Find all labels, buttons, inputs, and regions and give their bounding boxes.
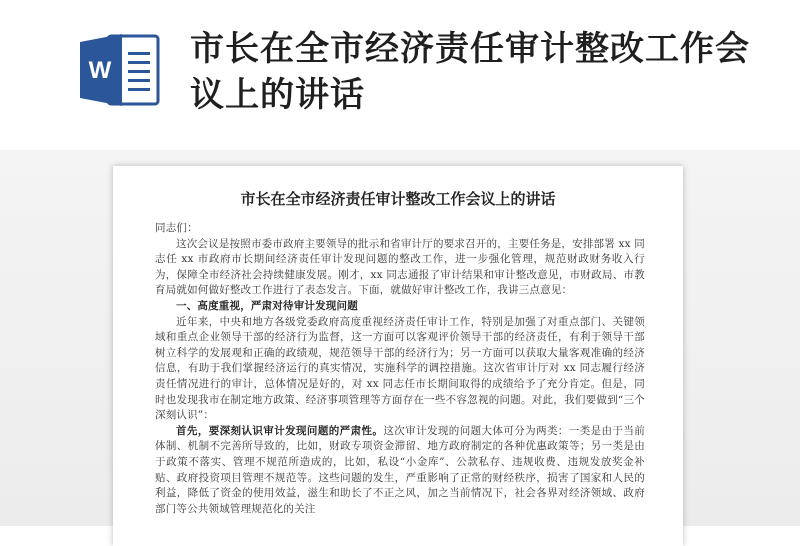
word-icon-letter: W <box>88 57 112 84</box>
document-page <box>113 166 683 546</box>
word-document-icon <box>78 30 164 110</box>
document-body <box>155 221 645 517</box>
header <box>0 0 800 150</box>
section-heading-1: 一、高度重视，严肃对待审计发现问题 <box>176 299 358 312</box>
first-point-text: 这次审计发现的问题大体可分为两类：一类是由于当前体制、机制不完善所导致的，比如，财政专项资金滞留、地方政府制定的各种优惠政策等；另一类是由于政策不落实、管理不规范所造成的，比如，私设“小金库”、公款私存、违规收费、违规发放奖金补贴、政府投资项目管理不规范等。这些问题的发生，严重影响了正常的财经秩序，损害了国家和人民的利益，降低了资金的使用效益，滋生和助长了不正之风，加之当前情况下，社会各界对经济领域、政府部门等公共领域管理规范化的关注 <box>155 424 645 515</box>
page-title: 市长在全市经济责任审计整改工作会议上的讲话 <box>190 29 750 115</box>
paragraph-first-point <box>155 424 645 518</box>
paragraph-background: 近年来，中央和地方各级党委政府高度重视经济责任审计工作，特别是加强了对重点部门、关键领域和重点企业领导干部的经济行为监督，这一方面可以客观评价领导干部的经济责任，有利于领导干部树立科学的发展观和正确的政绩观，规范领导干部的经济行为；另一方面可以获取大量客观准确的经济信息，有助于我们掌握经济运行的真实情况，实施科学的调控措施。这次省审计厅对 xx 同志履行经济责任情况进行的审计，总体情况是好的，对 xx 同志任市长期间取得的成绩给予了充分肯定。但是，同时也发现我市在制定地方政策、经济事项管理等方面存在一些不容忽视的问题。对此，我们要做到“三个深刻认识”： <box>155 315 645 422</box>
paragraph-intro: 这次会议是按照市委市政府主要领导的批示和省审计厅的要求召开的，主要任务是，安排部署 xx 同志任 xx 市政府市长期间经济责任审计发现问题的整改工作，进一步强化管理，规范财政财务收入行为，保障全市经济社会持续健康发展。刚才，xx 同志通报了审计结果和审计整改意见，市财政局、市教育局就如何做好整改工作进行了表态发言。下面，就做好审计整改工作，我讲三点意见： <box>155 237 645 297</box>
salutation: 同志们： <box>155 222 198 234</box>
first-point-lead: 首先，要深刻认识审计发现问题的严肃性。 <box>176 424 384 437</box>
document-title: 市长在全市经济责任审计整改工作会议上的讲话 <box>240 190 556 208</box>
